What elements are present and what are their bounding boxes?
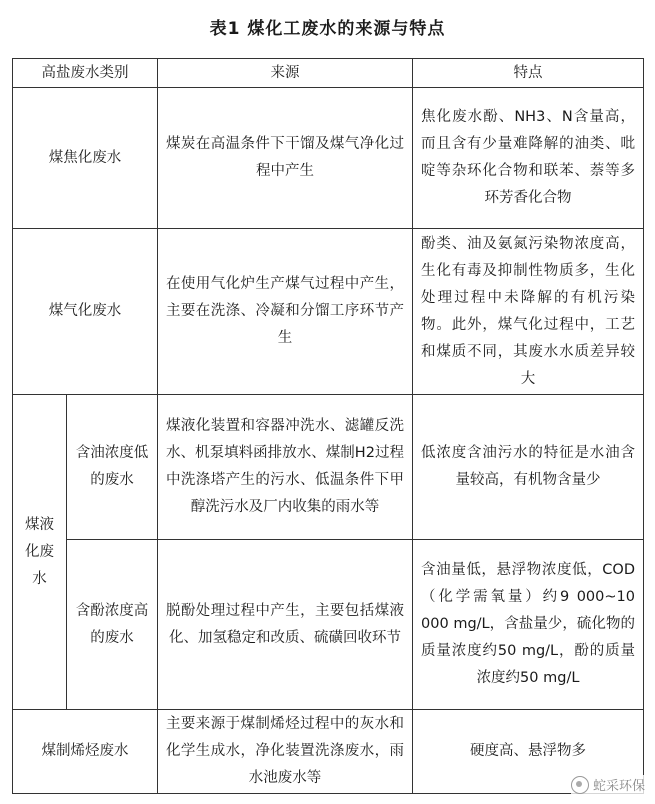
wastewater-table (12, 58, 644, 794)
feature-cell: 焦化废水酚、NH3、N含量高，而且含有少量难降解的油类、吡啶等杂环化合物和联苯、萘等多环芳香化合物 (413, 88, 644, 229)
source-cell: 煤液化装置和容器冲洗水、滤罐反洗水、机泵填料函排放水、煤制H2过程中洗涤塔产生的污水、低温条件下甲醇洗污水及厂内收集的雨水等 (158, 395, 413, 540)
table-title: 表1 煤化工废水的来源与特点 (209, 19, 446, 39)
table-row (13, 88, 644, 229)
subcategory-cell: 含油浓度低的废水 (67, 395, 158, 540)
category-cell: 煤气化废水 (13, 229, 158, 395)
header-source: 来源 (158, 59, 413, 88)
category-cell: 煤液化废水 (13, 395, 67, 710)
feature-cell: 硬度高、悬浮物多 (413, 710, 644, 794)
category-cell: 煤制烯烃废水 (13, 710, 158, 794)
watermark (571, 775, 645, 794)
table-header-row (13, 59, 644, 88)
table-row (13, 229, 644, 395)
source-cell: 在使用气化炉生产煤气过程中产生，主要在洗涤、冷凝和分馏工序环节产生 (158, 229, 413, 395)
feature-cell: 酚类、油及氨氮污染物浓度高，生化有毒及抑制性物质多，生化处理过程中未降解的有机污染物。此外，煤气化过程中，工艺和煤质不同，其废水水质差异较大 (413, 229, 644, 395)
source-cell: 煤炭在高温条件下干馏及煤气净化过程中产生 (158, 88, 413, 229)
wechat-icon (571, 776, 589, 794)
feature-cell: 含油量低，悬浮物浓度低，COD（化学需氧量）约9 000~10 000 mg/L，含盐量少，硫化物的质量浓度约50 mg/L，酚的质量浓度约50 mg/L (413, 540, 644, 710)
source-cell: 主要来源于煤制烯烃过程中的灰水和化学生成水，净化装置洗涤废水，雨水池废水等 (158, 710, 413, 794)
table-row (13, 710, 644, 794)
category-cell: 煤焦化废水 (13, 88, 158, 229)
table-row (13, 395, 644, 540)
source-cell: 脱酚处理过程中产生，主要包括煤液化、加氢稳定和改质、硫磺回收环节 (158, 540, 413, 710)
subcategory-cell: 含酚浓度高的废水 (67, 540, 158, 710)
header-category: 高盐废水类别 (13, 59, 158, 88)
header-feature: 特点 (413, 59, 644, 88)
feature-cell: 低浓度含油污水的特征是水油含量较高，有机物含量少 (413, 395, 644, 540)
watermark-label: 蛇采环保 (592, 779, 645, 794)
table-row (13, 540, 644, 710)
